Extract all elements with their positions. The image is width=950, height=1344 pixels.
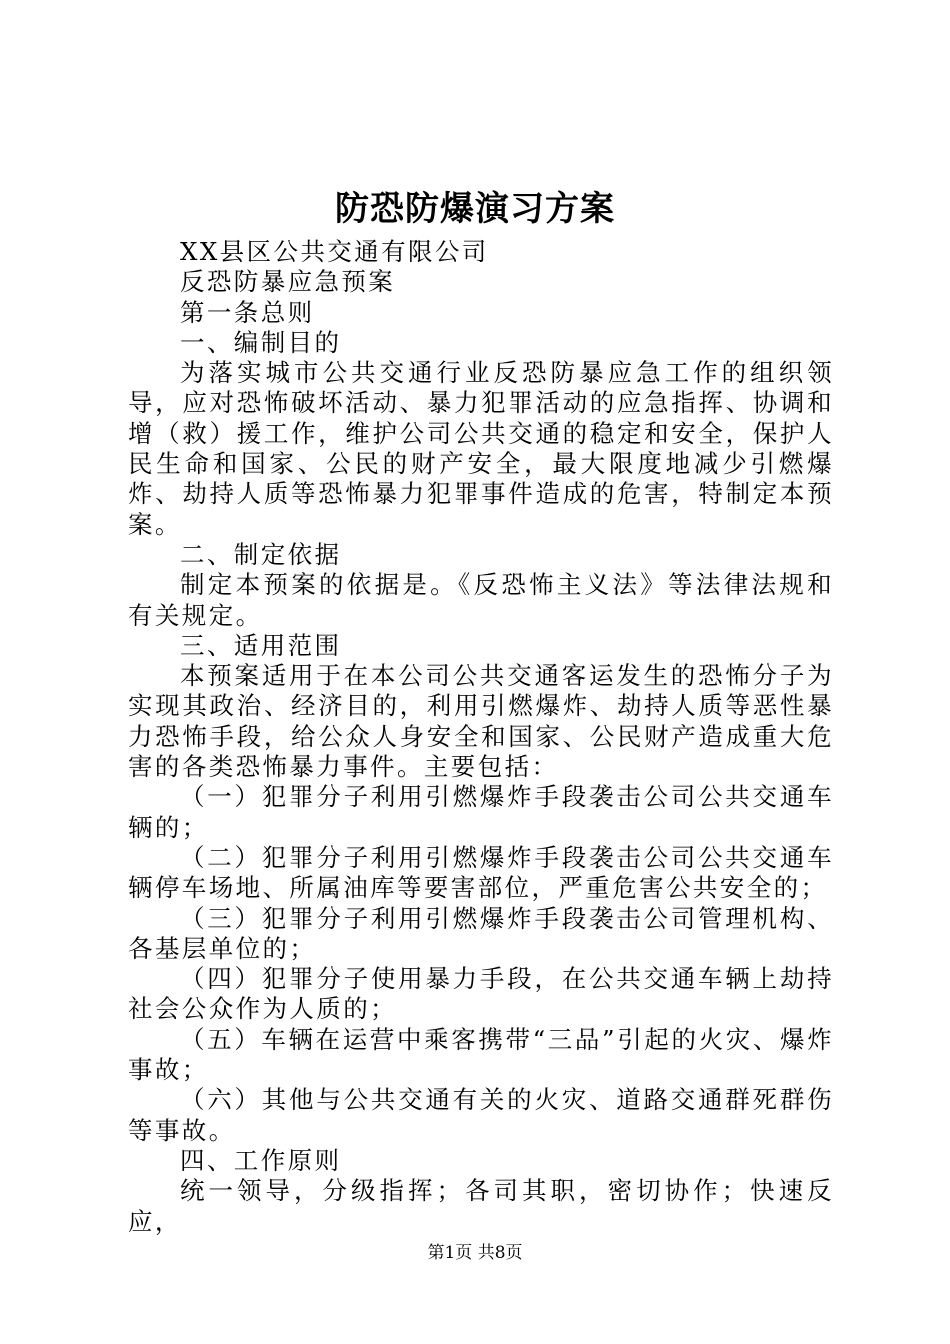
scope-item-5: （五）车辆在运营中乘客携带“三品”引起的火灾、爆炸事故； xyxy=(128,1024,834,1085)
section-heading-principles: 四、工作原则 xyxy=(180,1145,342,1175)
basis-paragraph: 制定本预案的依据是。《反恐怖主义法》等法律法规和有关规定。 xyxy=(128,570,834,630)
page-footer: 第1页 共8页 xyxy=(427,1243,523,1263)
plan-name-line: 反恐防暴应急预案 xyxy=(180,267,396,297)
document-body xyxy=(128,237,834,1237)
section-heading-purpose: 一、编制目的 xyxy=(180,327,342,357)
scope-item-3: （三）犯罪分子利用引燃爆炸手段袭击公司管理机构、各基层单位的； xyxy=(128,903,834,963)
scope-item-1: （一）犯罪分子利用引燃爆炸手段袭击公司公共交通车辆的； xyxy=(128,782,834,842)
document-title: 防恐防爆演习方案 xyxy=(335,189,615,229)
company-name-line: XX县区公共交通有限公司 xyxy=(180,237,489,266)
article-heading: 第一条总则 xyxy=(180,297,315,327)
section-heading-basis: 二、制定依据 xyxy=(180,539,342,569)
principles-paragraph: 统一领导，分级指挥；各司其职，密切协作；快速反应， xyxy=(128,1176,834,1236)
scope-item-6: （六）其他与公共交通有关的火灾、道路交通群死群伤等事故。 xyxy=(128,1085,834,1145)
section-heading-scope: 三、适用范围 xyxy=(180,630,342,660)
scope-item-4: （四）犯罪分子使用暴力手段，在公共交通车辆上劫持社会公众作为人质的； xyxy=(128,964,834,1024)
purpose-paragraph: 为落实城市公共交通行业反恐防暴应急工作的组织领导，应对恐怖破坏活动、暴力犯罪活动的应急指挥、协调和增（救）援工作，维护公司公共交通的稳定和安全，保护人民生命和国家、公民的财产安全，最大限度地减少引燃爆炸、劫持人质等恐怖暴力犯罪事件造成的危害，特制定本预案。 xyxy=(128,358,834,539)
scope-paragraph: 本预案适用于在本公司公共交通客运发生的恐怖分子为实现其政治、经济目的，利用引燃爆炸、劫持人质等恶性暴力恐怖手段，给公众人身安全和国家、公民财产造成重大危害的各类恐怖暴力事件。主要包括： xyxy=(128,661,834,782)
scope-item-2: （二）犯罪分子利用引燃爆炸手段袭击公司公共交通车辆停车场地、所属油库等要害部位，严重危害公共安全的； xyxy=(128,842,834,903)
